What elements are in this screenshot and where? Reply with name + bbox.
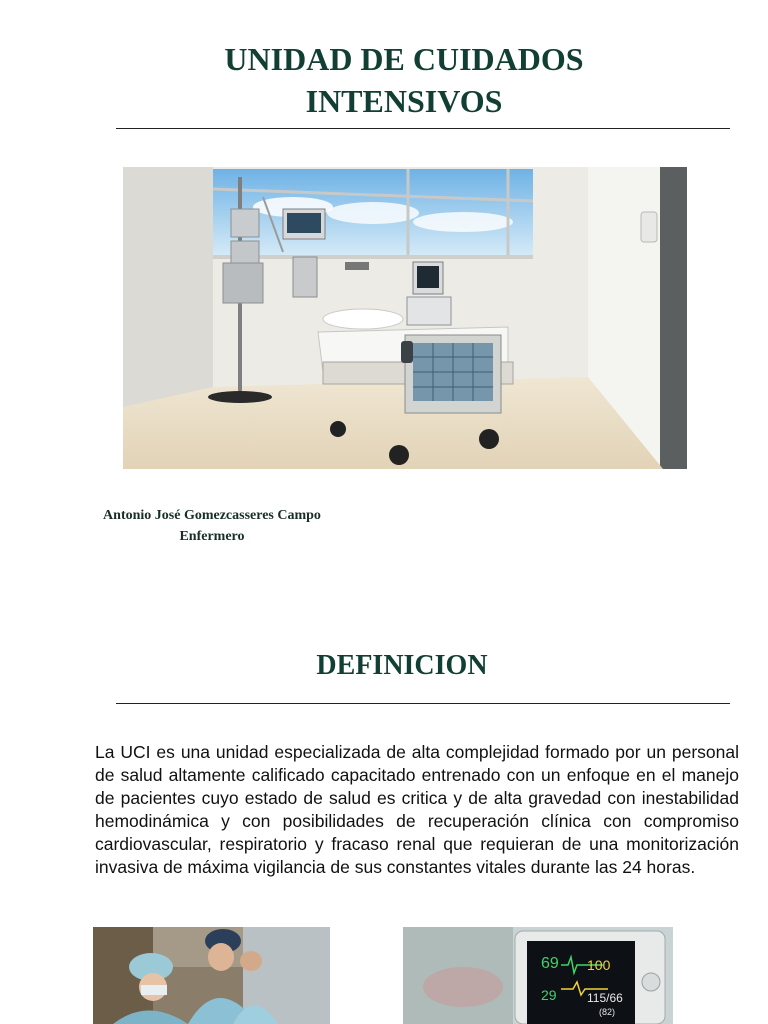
icu-room-photo [123,167,687,469]
monitor-background [403,927,673,1024]
section-title: DEFINICION [316,650,488,681]
author-name: Antonio José Gomezcasseres Campo [103,508,321,523]
blood-pressure-value: 115/66 [587,991,623,1005]
heart-rate-value: 69 [541,955,559,972]
resp-value: 29 [541,987,557,1003]
section-heading [0,650,768,682]
author-role: Enfermero [179,529,245,544]
spo2-value: 100 [587,957,611,973]
document-title [0,38,768,122]
title-line-2: INTENSIVOS [305,83,503,119]
medical-staff-photo [93,927,330,1024]
author-block [92,505,332,547]
title-divider [116,128,730,129]
title-line-1: UNIDAD DE CUIDADOS [224,41,584,77]
definition-paragraph: La UCI es una unidad especializada de alta complejidad formado por un personal de salud altamente calificado capacitado entrenado con un enfoque en el manejo de pacientes cuyo estado de salud es critica y de alta gravedad con inestabilidad hemodinámica y con posibilidades de recuperación clínica con compromiso cardiovascular, respiratorio y fracaso renal que requieran de una monitorización invasiva de máxima vigilancia de sus constantes vitales durante las 24 horas. [95,742,739,877]
blood-pressure-mean: (82) [599,1007,616,1017]
medical-staff-illustration [93,927,330,1024]
icu-room-illustration [123,167,687,469]
patient-monitor-photo [403,927,673,1024]
section-divider [116,703,730,704]
